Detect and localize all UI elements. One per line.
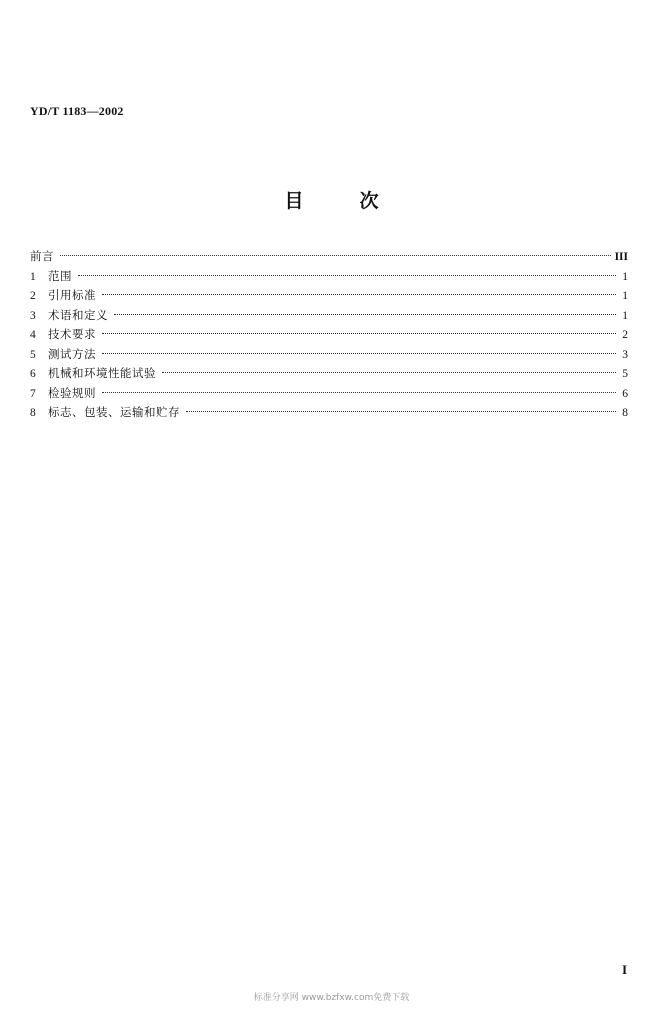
toc-entry-references[interactable]: [30, 286, 628, 306]
toc-entry-foreword[interactable]: [30, 247, 628, 267]
toc-entry-marking-packaging[interactable]: [30, 403, 628, 423]
toc-dot-leader: [102, 392, 616, 393]
toc-entry-number: 3: [30, 309, 36, 322]
toc-entry-page: 3: [622, 348, 628, 361]
toc-entry-page: 5: [622, 368, 628, 380]
toc-dot-leader: [114, 314, 616, 315]
toc-title: [0, 186, 663, 213]
toc-entry-number: 4: [30, 329, 36, 341]
toc-entry-scope[interactable]: [30, 267, 628, 287]
toc-entry-number: 7: [30, 387, 36, 400]
toc-title-char-2: 次: [359, 190, 379, 212]
toc-title-char-1: 目: [284, 190, 304, 212]
toc-entry-label: 术语和定义: [48, 307, 108, 322]
toc-entry-number: 1: [30, 270, 36, 283]
table-of-contents: [30, 247, 628, 423]
toc-entry-page: 1: [622, 309, 628, 322]
toc-entry-number: 2: [30, 290, 36, 302]
toc-entry-label: 检验规则: [48, 385, 96, 400]
toc-dot-leader: [78, 275, 616, 276]
toc-dot-leader: [60, 255, 611, 256]
toc-entry-label: 范围: [48, 268, 72, 283]
toc-entry-mechanical-tests[interactable]: [30, 364, 628, 384]
toc-entry-number: 8: [30, 407, 36, 419]
toc-entry-test-methods[interactable]: [30, 345, 628, 365]
toc-entry-page: III: [614, 251, 628, 263]
toc-entry-page: 1: [622, 290, 628, 302]
toc-entry-terms[interactable]: [30, 306, 628, 326]
page-number: I: [621, 962, 627, 977]
toc-dot-leader: [102, 333, 616, 334]
toc-entry-label: 机械和环境性能试验: [48, 366, 156, 380]
toc-entry-page: 8: [622, 407, 628, 419]
toc-dot-leader: [186, 411, 616, 412]
toc-entry-page: 6: [622, 387, 628, 400]
toc-entry-number: 5: [30, 348, 36, 361]
toc-entry-label: 前言: [30, 249, 54, 263]
toc-entry-number: 6: [30, 368, 36, 380]
toc-dot-leader: [102, 353, 616, 354]
toc-entry-label: 引用标准: [48, 288, 96, 302]
toc-entry-requirements[interactable]: [30, 325, 628, 345]
toc-entry-label: 技术要求: [48, 327, 96, 341]
toc-entry-label: 测试方法: [48, 346, 96, 361]
toc-entry-page: 2: [622, 329, 628, 341]
toc-entry-page: 1: [622, 270, 628, 283]
toc-entry-label: 标志、包装、运输和贮存: [48, 405, 180, 419]
toc-dot-leader: [102, 294, 616, 295]
toc-entry-inspection-rules[interactable]: [30, 384, 628, 404]
toc-dot-leader: [162, 372, 616, 373]
document-code: YD/T 1183—2002: [30, 104, 124, 118]
watermark-text: 标准分享网 www.bzfxw.com免费下载: [253, 993, 410, 1003]
